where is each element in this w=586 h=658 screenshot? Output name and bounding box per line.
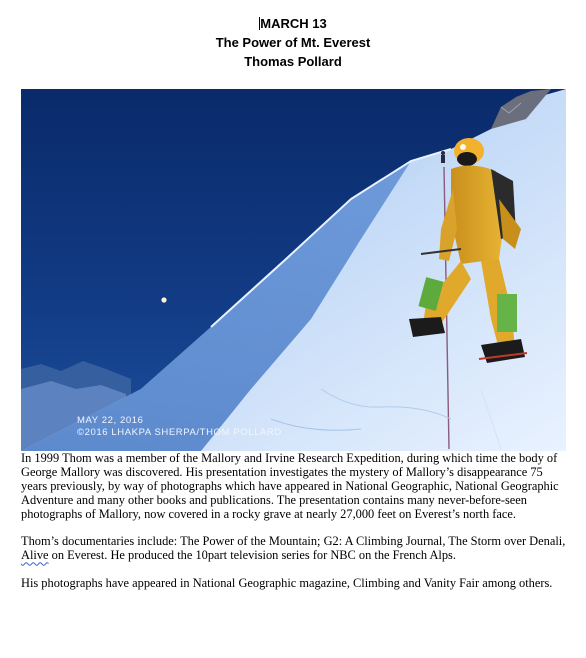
everest-photo [21,89,566,451]
photo-date: MAY 22, 2016 [77,415,144,426]
speaker-name: Thomas Pollard [244,54,342,69]
photo-caption [77,415,282,439]
document-body [21,452,569,605]
event-date: MARCH 13 [260,16,327,31]
paragraph-publications: His photographs have appeared in National Geographic magazine, Climbing and Vanity Fair among others. [21,576,553,591]
paragraph-expedition: In 1999 Thom was a member of the Mallory and Irvine Research Expedition, during which time the body of George Mallory was discovered. His presentation investigates the mystery of Mallory’s disappearance 75 years previously, by way of photographs which have appeared in National Geographic, National Geographic Adventure and many other books and publications. The presentation contains many never-before-seen photographs of Mallory, now covered in a rocky grave at nearly 27,000 feet on Everest’s north face. [21,451,559,521]
event-title: The Power of Mt. Everest [215,35,371,50]
photo-credit: ©2016 LHAKPA SHERPA/THOM POLLARD [77,427,282,438]
event-header [0,14,586,71]
paragraph-documentaries-start: Thom’s documentaries include: The Power of the Mountain; G2: A Climbing Journal, The Storm over Denali, [21,534,566,549]
spellcheck-flagged-word[interactable]: Alive [21,548,49,563]
paragraph-documentaries-end: on Everest. He produced the 10part television series for NBC on the French Alps. [48,548,456,563]
mountain-scene-illustration [21,89,566,451]
paragraph-documentaries [21,535,569,563]
